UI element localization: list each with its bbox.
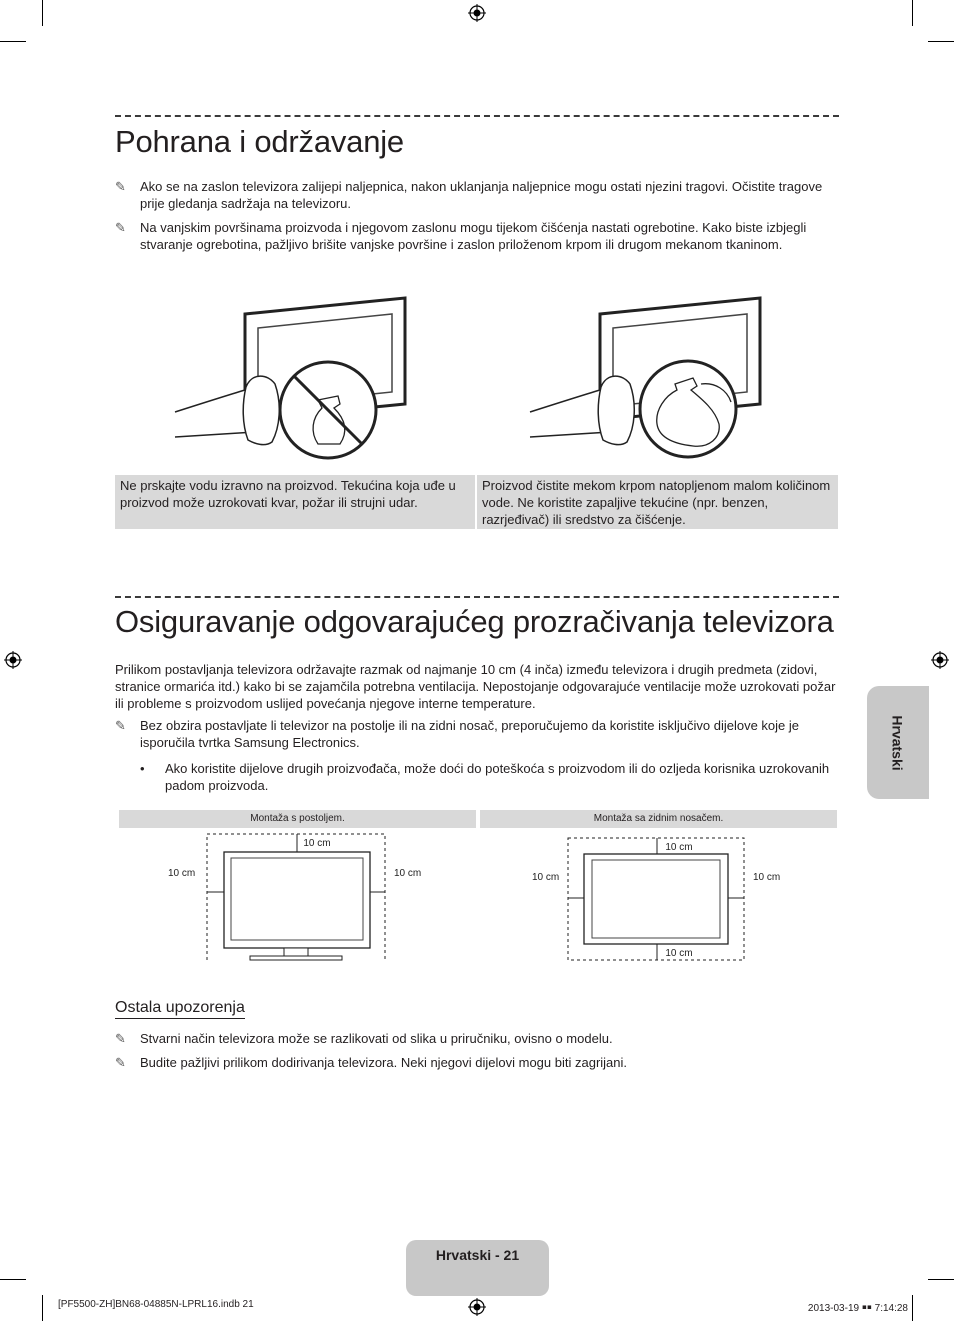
crop-mark: [928, 41, 954, 42]
note-text: Bez obzira postavljate li televizor na postolje ili na zidni nosač, preporučujemo da koristite isključivo dijelove koje je isporučila tvrtka Samsung Electronics.: [140, 718, 800, 750]
section-divider: [115, 115, 839, 117]
crop-mark: [0, 41, 26, 42]
language-side-tab: [867, 686, 929, 799]
print-slug-file: [PF5500-ZH]BN68-04885N-LPRL16.indb 21: [58, 1299, 254, 1310]
right-clearance-label: 10 cm: [753, 872, 781, 883]
bullet-item: [140, 760, 840, 794]
page-number: Hrvatski - 21: [435, 1247, 520, 1263]
note-item: [115, 219, 840, 253]
note-text: Ako se na zaslon televizora zalijepi naljepnica, nakon uklanjanja naljepnice mogu ostati njezini tragovi. Očistite tragove prije gledanja sadržaja na televizoru.: [140, 179, 823, 211]
registration-mark-icon: [468, 1298, 486, 1316]
note-pencil-icon: ✎: [115, 1031, 126, 1046]
subsection-title: Ostala upozorenja: [115, 999, 245, 1019]
do-not-spray-illustration: [170, 292, 415, 467]
note-item: [115, 178, 840, 212]
wall-mount-caption: Montaža sa zidnim nosačem.: [480, 810, 837, 828]
crop-mark: [912, 1295, 913, 1321]
top-clearance-label: 10 cm: [665, 842, 693, 853]
section-title: Pohrana i održavanje: [115, 124, 404, 159]
bullet-icon: •: [140, 761, 145, 776]
note-pencil-icon: ✎: [115, 1055, 126, 1070]
note-text: Na vanjskim površinama proizvoda i njegovom zaslonu mogu tijekom čišćenja nastati ogrebotine. Kako biste izbjegli stvaranje ogrebotina, pažljivo brišite vanjske površine i zaslon priloženom krpom ili drugom mekanom tkaninom.: [140, 220, 807, 252]
crop-mark: [42, 1295, 43, 1321]
registration-mark-icon: [468, 4, 486, 22]
note-pencil-icon: ✎: [115, 220, 126, 235]
section-title: Osiguravanje odgovarajućeg prozračivanja televizora: [115, 604, 834, 639]
crop-mark: [42, 0, 43, 26]
note-pencil-icon: ✎: [115, 718, 126, 733]
ventilation-intro: Prilikom postavljanja televizora održavajte razmak od najmanje 10 cm (4 inča) između televizora i drugih predmeta (zidovi, stranice ormarića itd.) kako bi se zajamčila potrebna ventilacija. Nepostojanje odgovarajuće ventilacije može uzrokovati požar ili probleme s proizvodom uslijed povećanja njegove interne temperature.: [115, 662, 836, 711]
note-item: [115, 717, 840, 751]
wall-mount-diagram: [530, 836, 790, 964]
caption-clean-with-cloth: Proizvod čistite mekom krpom natopljenom malom količinom vode. Ne koristite zapaljive tekućine (npr. benzen, razrjeđivač) ili sredstvo za čišćenje.: [477, 475, 838, 529]
registration-mark-icon: [4, 651, 22, 669]
crop-mark: [912, 0, 913, 26]
caption-do-not-spray: Ne prskajte vodu izravno na proizvod. Tekućina koja uđe u proizvod može uzrokovati kvar, požar ili strujni udar.: [115, 475, 475, 529]
right-clearance-label: 10 cm: [394, 868, 422, 879]
note-item: [115, 1054, 840, 1071]
note-text: Stvarni način televizora može se razlikovati od slika u priručniku, ovisno o modelu.: [140, 1031, 613, 1046]
crop-mark: [928, 1279, 954, 1280]
left-clearance-label: 10 cm: [168, 868, 196, 879]
section-divider: [115, 596, 839, 598]
stand-mount-caption: Montaža s postoljem.: [119, 810, 476, 828]
registration-mark-icon: [931, 651, 949, 669]
language-side-tab-label: Hrvatski: [889, 714, 906, 771]
left-clearance-label: 10 cm: [532, 872, 560, 883]
note-item: [115, 1030, 840, 1047]
wipe-with-cloth-illustration: [525, 292, 770, 467]
print-slug-date: 2013-03-19 ￭￭ 7:14:28: [807, 1303, 908, 1314]
top-clearance-label: 10 cm: [303, 838, 331, 849]
stand-mount-diagram: [160, 832, 430, 962]
crop-mark: [0, 1279, 26, 1280]
note-text: Budite pažljivi prilikom dodirivanja televizora. Neki njegovi dijelovi mogu biti zagrijani.: [140, 1055, 628, 1070]
bullet-text: Ako koristite dijelove drugih proizvođača, može doći do poteškoća s proizvodom ili do ozljeda korisnika uzrokovanih padom proizvoda.: [165, 761, 830, 793]
bottom-clearance-label: 10 cm: [665, 948, 693, 959]
note-pencil-icon: ✎: [115, 179, 126, 194]
